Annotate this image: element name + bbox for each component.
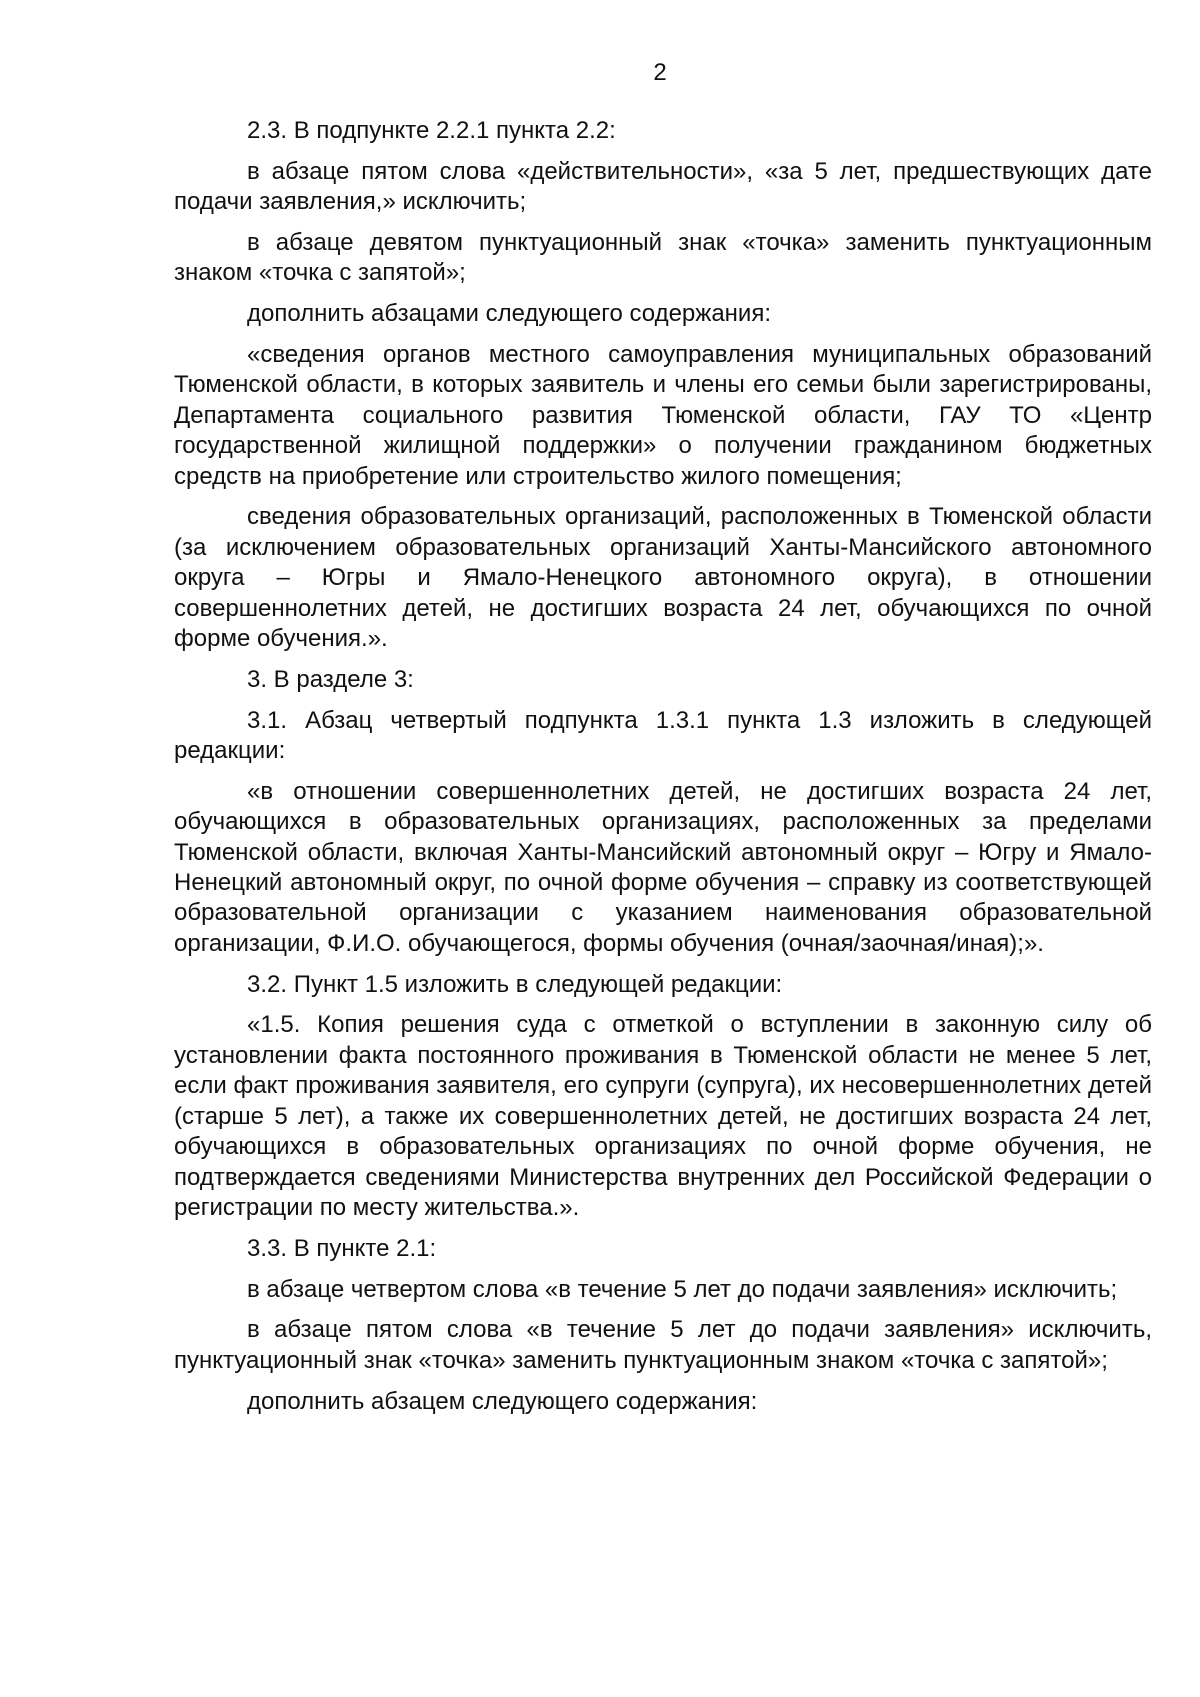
document-body <box>174 116 1152 1427</box>
paragraph-3-2: 3.2. Пункт 1.5 изложить в следующей редакции: <box>247 970 783 998</box>
paragraph-abzac-chetvertyi: в абзаце четвертом слова «в течение 5 лет до подачи заявления» исключить; <box>247 1275 1118 1303</box>
paragraph-svedeniya-obrazovatelnyh: сведения образовательных организаций, расположенных в Тюменской области (за исключением образовательных организаций Ханты-Мансийского автономного округа – Югры и Ямало-Ненецкого автономного округа), в отношении совершеннолетних детей, не достигших возраста 24 лет, обучающихся по очной форме обучения.». <box>174 503 1152 653</box>
paragraph-section-3-heading: 3. В разделе 3: <box>247 665 414 693</box>
paragraph-3-3: 3.3. В пункте 2.1: <box>247 1234 437 1262</box>
paragraph-3-1: 3.1. Абзац четвертый подпункта 1.3.1 пункта 1.3 изложить в следующей редакции: <box>174 706 1152 765</box>
paragraph-abzac-pyatyi-2: в абзаце пятом слова «в течение 5 лет до подачи заявления» исключить, пунктуационный знак «точка» заменить пунктуационным знаком «точка с запятой»; <box>174 1316 1152 1374</box>
paragraph-dopolnit-abzacami: дополнить абзацами следующего содержания: <box>247 300 771 328</box>
page-number: 2 <box>653 59 667 86</box>
paragraph-abzac-pyatyi: в абзаце пятом слова «действительности», «за 5 лет, предшествующих дате подачи заявления,» исключить; <box>174 157 1152 216</box>
paragraph-v-otnoshenii: «в отношении совершеннолетних детей, не достигших возраста 24 лет, обучающихся в образовательных организациях, расположенных за пределами Тюменской области, включая Ханты-Мансийский автономный округ – Югру и Ямало-Ненецкий автономный округ, по очной форме обучения – справку из соответствующей образовательной организации с указанием наименования образовательной организации, Ф.И.О. обучающегося, формы обучения (очная/заочная/иная);». <box>174 777 1152 957</box>
paragraph-1-5-kopiya: «1.5. Копия решения суда с отметкой о вступлении в законную силу об установлении факта постоянного проживания в Тюменской области не менее 5 лет, если факт проживания заявителя, его супруги (супруга), их несовершеннолетних детей (старше 5 лет), а также их совершеннолетних детей, не достигших возраста 24 лет, обучающихся в образовательных организациях по очной форме обучения, не подтверждается сведениями Министерства внутренних дел Российской Федерации о регистрации по месту жительства.». <box>174 1011 1152 1221</box>
paragraph-dopolnit-abzacem: дополнить абзацем следующего содержания: <box>247 1387 758 1415</box>
paragraph-2-3-heading: 2.3. В подпункте 2.2.1 пункта 2.2: <box>247 117 616 144</box>
paragraph-svedeniya-organov: «сведения органов местного самоуправления муниципальных образований Тюменской области, в которых заявитель и члены его семьи были зарегистрированы, Департамента социального развития Тюменской области, ГАУ ТО «Центр государственной жилищной поддержки» о получении гражданином бюджетных средств на приобретение или строительство жилого помещения; <box>174 341 1152 490</box>
paragraph-abzac-devyatyi: в абзаце девятом пунктуационный знак «точка» заменить пунктуационным знаком «точка с запятой»; <box>174 229 1152 287</box>
